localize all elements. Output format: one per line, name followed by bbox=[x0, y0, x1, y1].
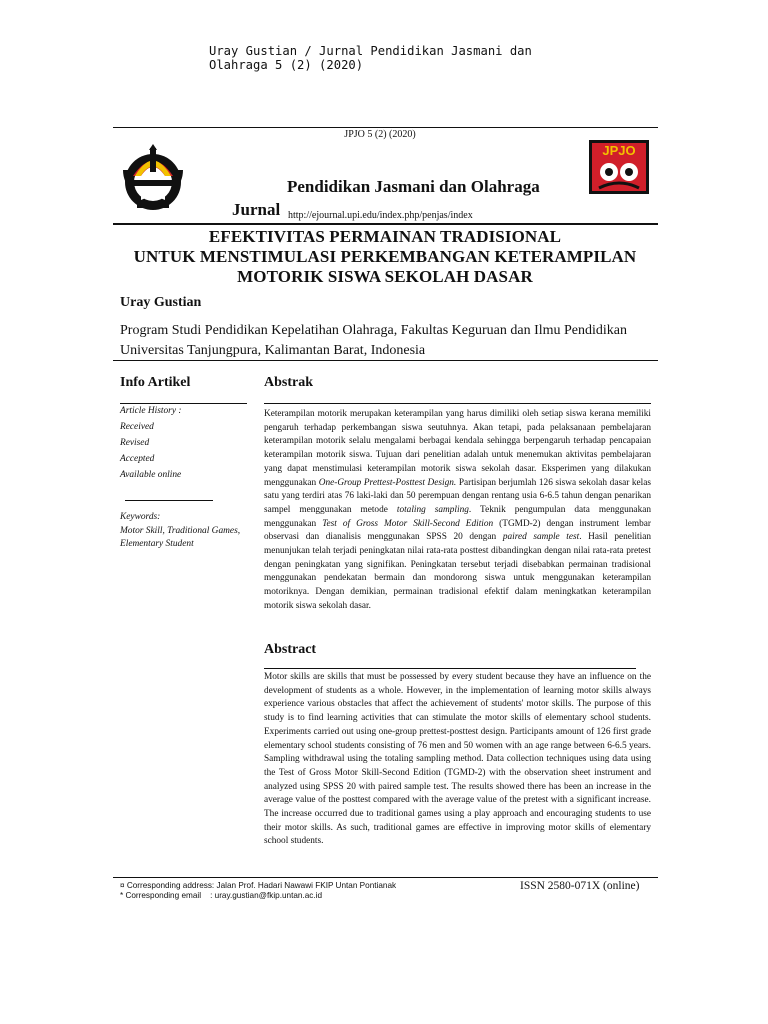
issn-label: ISSN 2580-071X (online) bbox=[520, 880, 640, 892]
title-line-3: MOTORIK SISWA SEKOLAH DASAR bbox=[237, 267, 533, 286]
keywords-block bbox=[120, 511, 260, 552]
abstract-text: Motor skills are skills that must be possessed by every student because they have an influence on the development of students as a whole. However, in the implementation of learning motor skills always experience various obstacles that affect the achievement of students' motor skills. The purpose of this study is to find learning activities that can stimulate the motor skills of elementary school students. Experiments carried out using one-group prettest-posttest design. Participants amount of 126 first grade elementary school students consisting of 76 men and 50 women with an age range between 6-6.5 years. Sampling withdrawal using the totaling sampling method. Data collection techniques using data using the Test of Gross Motor Skill-Second Edition (TGMD-2) with the observation sheet instrument and analyzed using SPSS 20 with paired sample test. The results showed there has been an increase in the average value of the posttest compared with the average value of the pretest with a significant increase. The increase occurred due to traditional games using a play approach and encouraging students to use their motor skills. As such, traditional games are effective in improving motor skills of elementary school students. bbox=[264, 672, 651, 847]
journal-name-word: Jurnal bbox=[232, 200, 281, 219]
running-header: Uray Gustian / Jurnal Pendidikan Jasmani dan Olahraga 5 (2) (2020) bbox=[209, 44, 532, 72]
history-label: Article History : bbox=[120, 406, 182, 416]
keywords-label: Keywords: bbox=[120, 512, 161, 522]
abstrak-rule bbox=[264, 403, 651, 404]
abstract-rule bbox=[264, 668, 636, 669]
article-title bbox=[113, 227, 657, 287]
svg-text:JPJO: JPJO bbox=[602, 143, 636, 158]
header-bottom-rule bbox=[113, 223, 658, 225]
affiliation-rule bbox=[113, 360, 658, 361]
title-line-1: EFEKTIVITAS PERMAINAN TRADISIONAL bbox=[208, 227, 562, 246]
article-history bbox=[120, 403, 181, 483]
abstrak-text: Keterampilan motorik merupakan keterampilan yang harus dimiliki oleh setiap siswa kerana memiliki pengaruh terhadap perkembangan siswa seutuhnya. Akan tetapi, pada pelaksanaan pembelajaran keterampilan motorik selalu mengalami berbagai kendala sehingga berpengaruh terhadap pencapaian keterampilan motorik siswa. Tujuan dari penelitian adalah untuk menemukan aktivitas pembelajaran yang dapat menstimulasi keterampilan motorik siswa sekolah dasar. Eksperimen yang dilakukan menggunakan One-Group Prettest-Posttest Design. Partisipan berjumlah 126 siswa sekolah dasar kelas satu yang terdiri atas 76 laki-laki dan 50 perempuan dengan rentang usia 6-6.5 tahun dengan penarikan sampel menggunakan metode totaling sampling. Teknik pengumpulan data menggunakan menggunakan Test of Gross Motor Skill-Second Edition (TGMD-2) dengan instrument lembar observasi dan dianalisis menggunakan SPSS 20 dengan paired sample test. Hasil penelitian menunjukan telah terjadi peningkatan nilai rata-rata posttest dibandingkan dengan nilai rata-rata pretest dengan peningkatan yang signifikan. Peningkatan tersebut terjadi disebabkan permainan tradisional menggunakan pendekatan bermain dan mondorong siswa untuk menggunakan keterampilan motoriknya. Dengan demikian, permainan tradisional efektif dalam meningkatkan keterampilan motorik siswa sekolah dasar. bbox=[264, 409, 651, 611]
corresponding-email: * Corresponding email : uray.gustian@fkip.untan.ac.id bbox=[120, 891, 323, 900]
abstract-heading: Abstract bbox=[264, 642, 317, 657]
accepted-label: Accepted bbox=[120, 454, 155, 464]
author-name: Uray Gustian bbox=[120, 295, 202, 310]
journal-name: Pendidikan Jasmani dan Olahraga bbox=[287, 177, 540, 196]
corresponding-address: ¤ Corresponding address: Jalan Prof. Hadari Nawawi FKIP Untan Pontianak bbox=[120, 881, 397, 890]
issue-label: JPJO 5 (2) (2020) bbox=[344, 129, 416, 140]
footer-rule bbox=[113, 877, 658, 878]
abstrak-heading: Abstrak bbox=[264, 375, 314, 390]
revised-label: Revised bbox=[120, 438, 150, 448]
author-affiliation: Program Studi Pendidikan Kepelatihan Olahraga, Fakultas Keguruan dan Ilmu Pendidikan Universitas Tanjungpura, Kalimantan Barat, Indonesia bbox=[120, 323, 628, 358]
title-line-2: UNTUK MENSTIMULASI PERKEMBANGAN KETERAMPILAN bbox=[133, 247, 637, 266]
jpjo-logo-icon bbox=[589, 140, 649, 194]
keywords-rule bbox=[125, 500, 213, 501]
info-artikel-heading: Info Artikel bbox=[120, 375, 191, 390]
received-label: Received bbox=[120, 422, 154, 432]
corresponding-info bbox=[120, 881, 396, 901]
header-top-rule bbox=[113, 127, 658, 128]
university-logo-icon bbox=[119, 140, 187, 212]
journal-url-link[interactable]: http://ejournal.upi.edu/index.php/penjas/index bbox=[288, 210, 473, 221]
keywords-list: Motor Skill, Traditional Games, Elementary Student bbox=[120, 525, 241, 550]
available-online-label: Available online bbox=[120, 470, 182, 480]
